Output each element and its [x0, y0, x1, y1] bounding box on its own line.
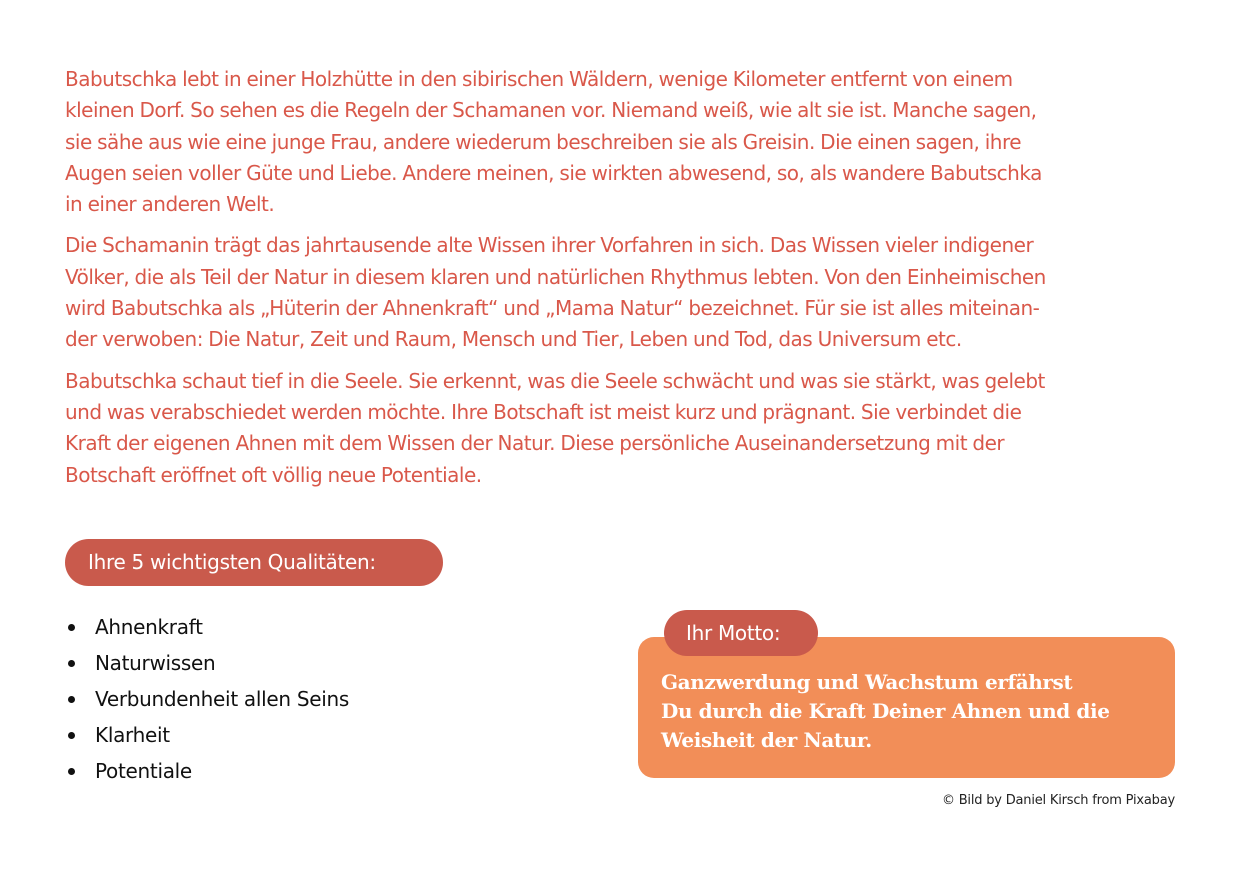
- list-item: [65, 717, 349, 753]
- quality-label: Potentiale: [95, 759, 192, 783]
- intro-paragraph-1: Babutschka lebt in einer Holzhütte in den sibirischen Wäldern, wenige Kilometer entfernt von einem kleinen Dorf. So sehen es die Regeln der Schamanen vor. Niemand weiß, wie alt sie ist. Manche sagen, sie sähe aus wie eine junge Frau, andere wiederum beschreiben sie als Greisin. Die einen sagen, ihre Augen seien voller Güte und Liebe. Andere meinen, sie wirkten abwesend, so, als wandere Babutschka in einer anderen Welt.: [65, 67, 1042, 217]
- list-item: [65, 681, 349, 717]
- intro-paragraph-3: Babutschka schaut tief in die Seele. Sie erkennt, was die Seele schwächt und was sie stärkt, was gelebt und was verabschiedet werden möchte. Ihre Botschaft ist meist kurz und prägnant. Sie verbindet die Kraft der eigenen Ahnen mit dem Wissen der Natur. Diese persönliche Auseinandersetzung mit der Botschaft eröffnet oft völlig neue Potentiale.: [65, 368, 1045, 487]
- motto-line-3: Weisheit der Natur.: [661, 728, 872, 752]
- bullet-icon: [68, 768, 75, 775]
- list-item: [65, 609, 349, 645]
- bullet-icon: [68, 732, 75, 739]
- motto-line-1: Ganzwerdung und Wachstum erfährst: [661, 670, 1073, 694]
- intro-paragraph-2: Die Schamanin trägt das jahrtausende alte Wissen ihrer Vorfahren in sich. Das Wissen vieler indigener Völker, die als Teil der Natur in diesem klaren und natürlichen Rhythmus lebten. Von den Einheimischen wird Babutschka als „Hüterin der Ahnenkraft“ und „Mama Natur“ bezeichnet. Für sie ist alles miteinan- der verwoben: Die Natur, Zeit und Raum, Mensch und Tier, Leben und Tod, das Universum etc.: [65, 233, 1046, 352]
- list-item: [65, 753, 349, 789]
- intro-text: [65, 64, 1180, 501]
- quality-label: Ahnenkraft: [95, 615, 203, 639]
- list-item: [65, 645, 349, 681]
- motto-box: [638, 637, 1175, 778]
- motto-line-2: Du durch die Kraft Deiner Ahnen und die: [661, 699, 1110, 723]
- quality-label: Klarheit: [95, 723, 170, 747]
- image-credit: © Bild by Daniel Kirsch from Pixabay: [941, 793, 1175, 808]
- quality-label: Verbundenheit allen Seins: [95, 687, 349, 711]
- qualities-heading: Ihre 5 wichtigsten Qualitäten:: [65, 539, 443, 586]
- quality-label: Naturwissen: [95, 651, 216, 675]
- bullet-icon: [68, 696, 75, 703]
- bullet-icon: [68, 624, 75, 631]
- motto-label: Ihr Motto:: [664, 610, 818, 656]
- qualities-list: [65, 609, 349, 789]
- bullet-icon: [68, 660, 75, 667]
